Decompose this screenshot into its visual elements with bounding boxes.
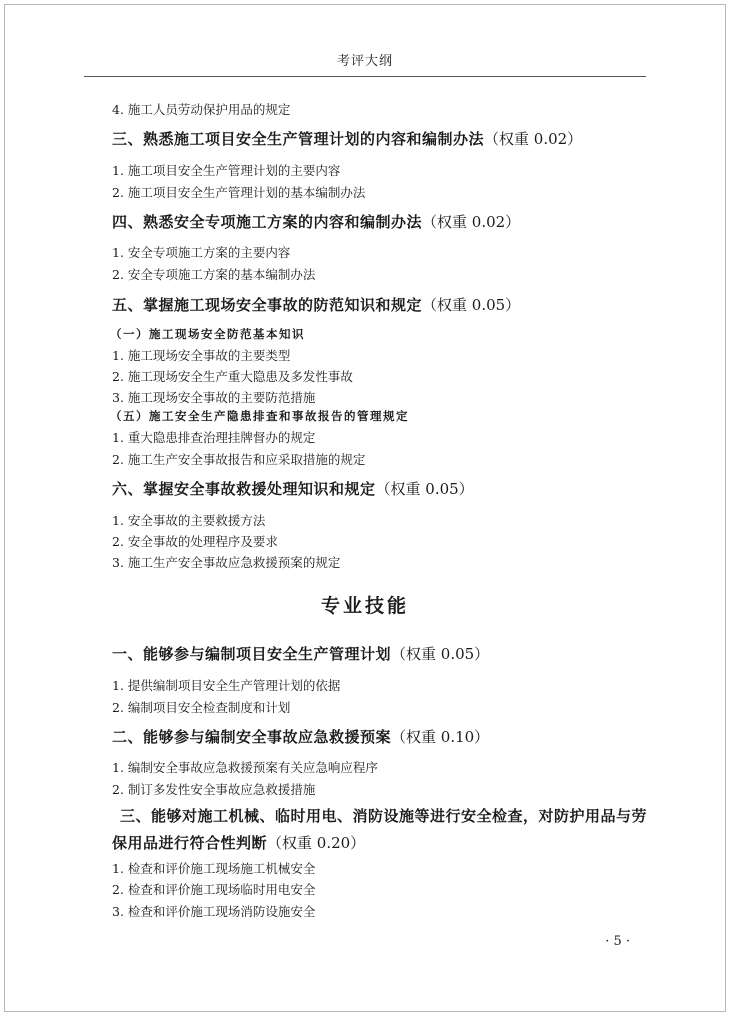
section-heading: 二、能够参与编制安全事故应急救援预案（权重 0.10）: [112, 728, 490, 746]
list-item: 2. 检查和评价施工现场临时用电安全: [112, 882, 316, 897]
page-number: · 5 ·: [605, 934, 630, 949]
list-item: 2. 编制项目安全检查制度和计划: [112, 700, 291, 715]
section-heading: 一、能够参与编制项目安全生产管理计划（权重 0.05）: [112, 645, 490, 663]
section-heading: 四、熟悉安全专项施工方案的内容和编制办法（权重 0.02）: [112, 213, 521, 231]
section-heading: 五、掌握施工现场安全事故的防范知识和规定（权重 0.05）: [112, 296, 521, 314]
chapter-title: 专业技能: [320, 595, 409, 617]
section-heading: 三、熟悉施工项目安全生产管理计划的内容和编制办法（权重 0.02）: [112, 130, 583, 148]
list-item: 2. 制订多发性安全事故应急救援措施: [112, 782, 316, 797]
list-item: 1. 施工现场安全事故的主要类型: [112, 348, 291, 363]
list-item: 2. 安全事故的处理程序及要求: [112, 534, 278, 549]
list-item: 1. 提供编制项目安全生产管理计划的依据: [112, 678, 341, 693]
list-item: 1. 重大隐患排查治理挂牌督办的规定: [112, 430, 316, 445]
list-item: 1. 安全事故的主要救援方法: [112, 513, 266, 528]
list-item: 1. 施工项目安全生产管理计划的主要内容: [112, 163, 341, 178]
list-item: 2. 安全专项施工方案的基本编制办法: [112, 267, 316, 282]
list-item: 1. 检查和评价施工现场施工机械安全: [112, 861, 316, 876]
list-item: 3. 检查和评价施工现场消防设施安全: [112, 904, 316, 919]
section-heading: 六、掌握安全事故救援处理知识和规定（权重 0.05）: [112, 480, 474, 498]
list-item: 1. 安全专项施工方案的主要内容: [112, 245, 291, 260]
subsection-heading: （五）施工安全生产隐患排查和事故报告的管理规定: [110, 409, 409, 423]
list-item: 3. 施工生产安全事故应急救援预案的规定: [112, 555, 341, 570]
section-heading: 三、能够对施工机械、临时用电、消防设施等进行安全检查，对防护用品与劳保用品进行符合性判断（权重 0.20）: [112, 807, 648, 852]
list-item: 2. 施工项目安全生产管理计划的基本编制办法: [112, 185, 366, 200]
list-item: 2. 施工现场安全生产重大隐患及多发性事故: [112, 369, 353, 384]
list-item: 2. 施工生产安全事故报告和应采取措施的规定: [112, 452, 366, 467]
list-item: 1. 编制安全事故应急救援预案有关应急响应程序: [112, 760, 378, 775]
list-item: 3. 施工现场安全事故的主要防范措施: [112, 390, 316, 405]
running-header: 考评大纲: [336, 54, 393, 69]
subsection-heading: （一）施工现场安全防范基本知识: [110, 327, 305, 341]
list-item: 4. 施工人员劳动保护用品的规定: [112, 102, 291, 117]
